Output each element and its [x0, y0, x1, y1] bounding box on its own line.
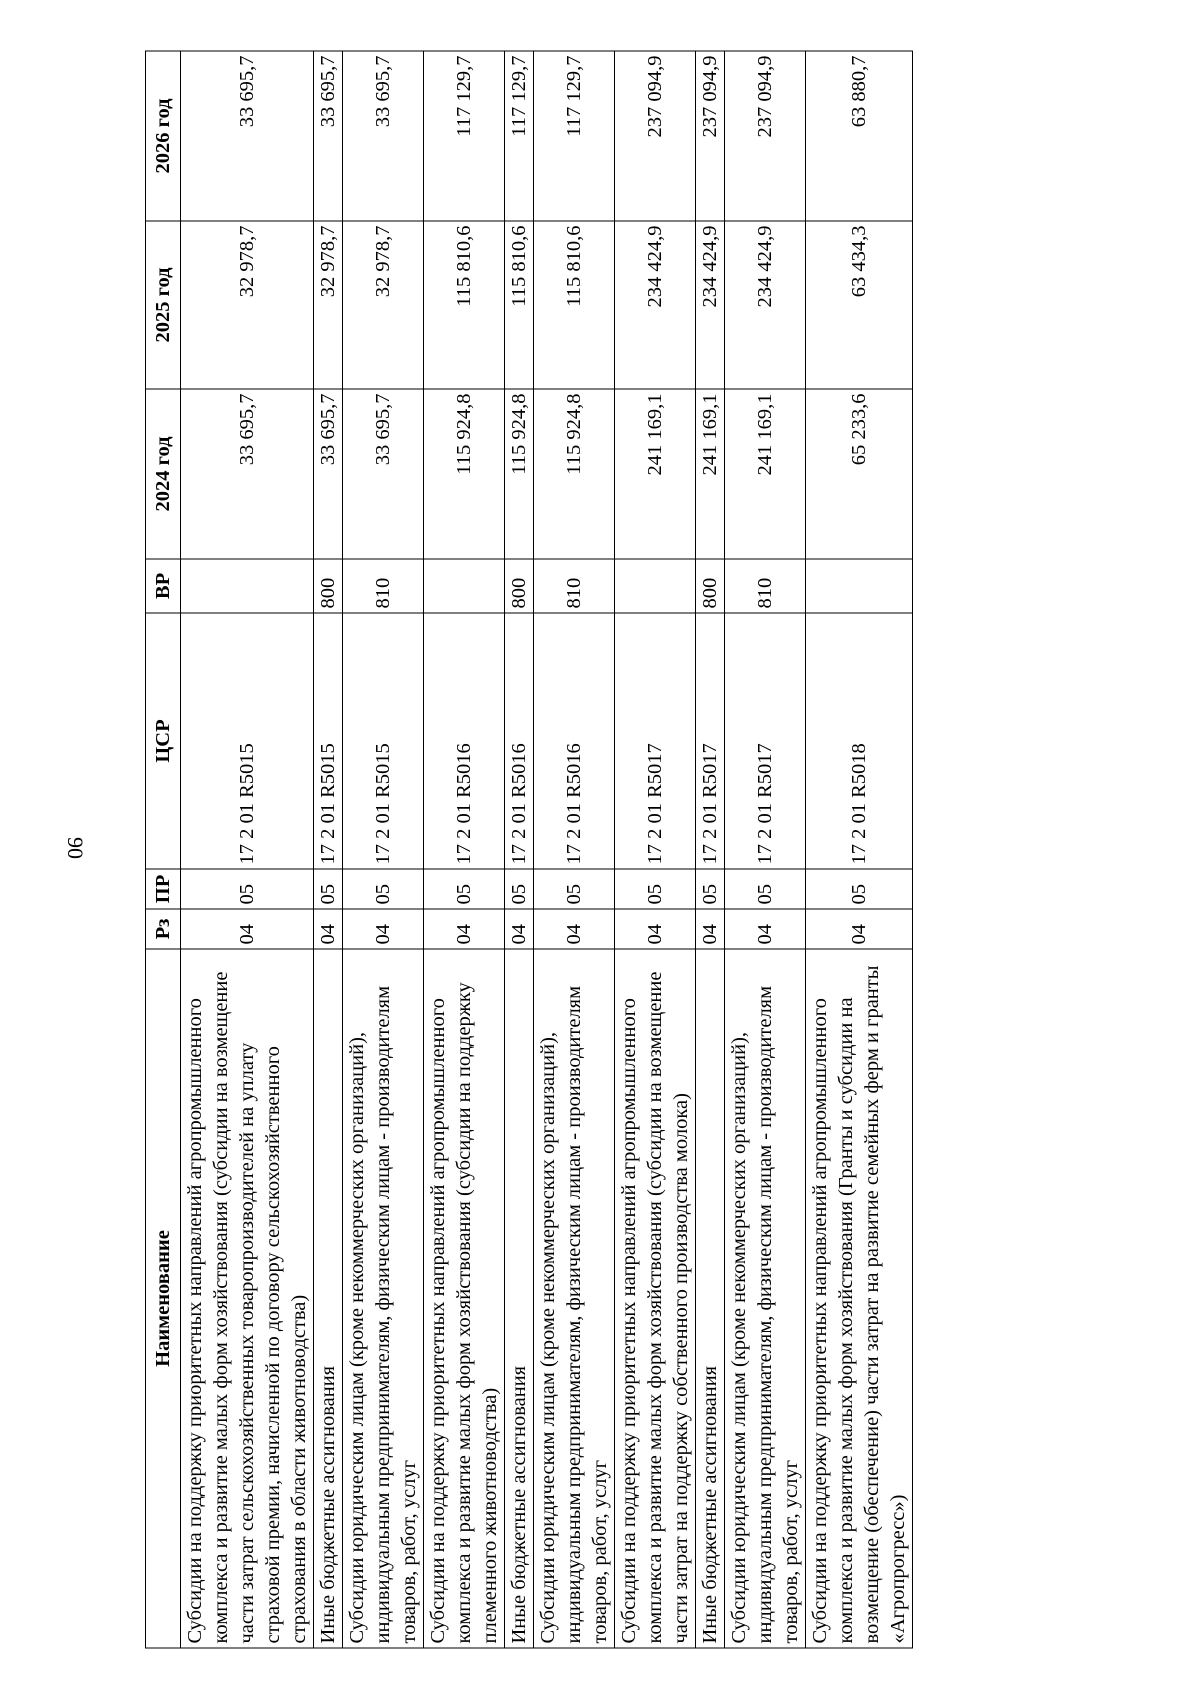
header-2025: 2025 год — [146, 221, 181, 389]
row-name: Субсидии юридическим лицам (кроме некоммерческих организаций), индивидуальным предпринимателям, физическим лицам - производителям товаров, работ, услуг — [343, 949, 424, 1648]
row-2025: 234 424,9 — [696, 221, 725, 389]
rotated-table-wrapper — [145, 52, 1055, 1649]
table-row — [505, 51, 534, 1648]
row-name: Субсидии на поддержку приоритетных направлений агропромышленного комплекса и развитие малых форм хозяйствования (субсидии на возмещение части затрат на поддержку собственного производства молока) — [615, 949, 696, 1648]
row-pr: 05 — [505, 869, 534, 909]
table-row — [534, 51, 615, 1648]
row-2024: 115 924,8 — [505, 389, 534, 559]
row-2025: 32 978,7 — [314, 221, 343, 389]
row-csr: 17 2 01 R5015 — [181, 613, 314, 869]
row-pr: 05 — [424, 869, 505, 909]
row-2024: 33 695,7 — [181, 389, 314, 559]
row-csr: 17 2 01 R5017 — [696, 613, 725, 869]
header-csr: ЦСР — [146, 613, 181, 869]
row-pr: 05 — [314, 869, 343, 909]
table-row — [696, 51, 725, 1648]
row-pr: 05 — [343, 869, 424, 909]
row-2026: 237 094,9 — [615, 51, 696, 221]
row-2025: 32 978,7 — [343, 221, 424, 389]
row-csr: 17 2 01 R5018 — [806, 613, 913, 869]
row-rz: 04 — [615, 909, 696, 949]
header-pr: ПР — [146, 869, 181, 909]
row-vr — [424, 559, 505, 613]
row-csr: 17 2 01 R5016 — [534, 613, 615, 869]
row-vr — [615, 559, 696, 613]
row-2026: 33 695,7 — [343, 51, 424, 221]
row-2024: 33 695,7 — [343, 389, 424, 559]
row-2026: 117 129,7 — [505, 51, 534, 221]
row-2024: 241 169,1 — [725, 389, 806, 559]
budget-table — [145, 51, 913, 1649]
row-2024: 241 169,1 — [696, 389, 725, 559]
row-rz: 04 — [534, 909, 615, 949]
row-csr: 17 2 01 R5017 — [615, 613, 696, 869]
row-rz: 04 — [424, 909, 505, 949]
row-2026: 63 880,7 — [806, 51, 913, 221]
table-row — [181, 51, 314, 1648]
header-vr: ВР — [146, 559, 181, 613]
table-row — [314, 51, 343, 1648]
table-row — [343, 51, 424, 1648]
row-pr: 05 — [615, 869, 696, 909]
row-rz: 04 — [181, 909, 314, 949]
row-vr: 800 — [314, 559, 343, 613]
row-name: Субсидии юридическим лицам (кроме некоммерческих организаций), индивидуальным предпринимателям, физическим лицам - производителям товаров, работ, услуг — [725, 949, 806, 1648]
row-vr — [181, 559, 314, 613]
row-2024: 33 695,7 — [314, 389, 343, 559]
row-rz: 04 — [725, 909, 806, 949]
row-2024: 241 169,1 — [615, 389, 696, 559]
row-pr: 05 — [725, 869, 806, 909]
table-row — [424, 51, 505, 1648]
header-rz: Рз — [146, 909, 181, 949]
row-vr: 810 — [534, 559, 615, 613]
row-2024: 115 924,8 — [534, 389, 615, 559]
row-2025: 115 810,6 — [424, 221, 505, 389]
row-2025: 234 424,9 — [725, 221, 806, 389]
row-name: Субсидии на поддержку приоритетных направлений агропромышленного комплекса и развитие малых форм хозяйствования (Гранты и субсидии на возмещение (обеспечение) части затрат на развитие семейных ферм и гранты «Агропрогресс») — [806, 949, 913, 1648]
row-2025: 234 424,9 — [615, 221, 696, 389]
row-2026: 237 094,9 — [696, 51, 725, 221]
row-vr: 800 — [505, 559, 534, 613]
row-rz: 04 — [806, 909, 913, 949]
table-row — [615, 51, 696, 1648]
row-pr: 05 — [534, 869, 615, 909]
row-rz: 04 — [505, 909, 534, 949]
header-2026: 2026 год — [146, 51, 181, 221]
row-pr: 05 — [181, 869, 314, 909]
row-2026: 237 094,9 — [725, 51, 806, 221]
row-2025: 115 810,6 — [505, 221, 534, 389]
row-rz: 04 — [696, 909, 725, 949]
header-name: Наименование — [146, 949, 181, 1648]
row-2024: 115 924,8 — [424, 389, 505, 559]
row-name: Субсидии на поддержку приоритетных направлений агропромышленного комплекса и развитие малых форм хозяйствования (субсидии на поддержку племенного животноводства) — [424, 949, 505, 1648]
row-csr: 17 2 01 R5016 — [505, 613, 534, 869]
row-vr: 810 — [725, 559, 806, 613]
row-2024: 65 233,6 — [806, 389, 913, 559]
row-csr: 17 2 01 R5016 — [424, 613, 505, 869]
row-vr: 800 — [696, 559, 725, 613]
row-2026: 33 695,7 — [314, 51, 343, 221]
row-2025: 63 434,3 — [806, 221, 913, 389]
row-csr: 17 2 01 R5017 — [725, 613, 806, 869]
row-name: Субсидии на поддержку приоритетных направлений агропромышленного комплекса и развитие малых форм хозяйствования (субсидии на возмещение части затрат сельскохозяйственных товаропроизводителей на уплату страховой премии, начисленной по договору сельскохозяйственного страхования в области животноводства) — [181, 949, 314, 1648]
row-csr: 17 2 01 R5015 — [343, 613, 424, 869]
row-2026: 33 695,7 — [181, 51, 314, 221]
row-name: Иные бюджетные ассигнования — [314, 949, 343, 1648]
table-header-row — [146, 51, 181, 1648]
row-rz: 04 — [314, 909, 343, 949]
row-pr: 05 — [806, 869, 913, 909]
row-2025: 32 978,7 — [181, 221, 314, 389]
row-name: Иные бюджетные ассигнования — [505, 949, 534, 1648]
row-vr — [806, 559, 913, 613]
row-csr: 17 2 01 R5015 — [314, 613, 343, 869]
header-2024: 2024 год — [146, 389, 181, 559]
row-rz: 04 — [343, 909, 424, 949]
page-number: 90 — [63, 837, 88, 859]
table-row — [725, 51, 806, 1648]
row-name: Субсидии юридическим лицам (кроме некоммерческих организаций), индивидуальным предпринимателям, физическим лицам - производителям товаров, работ, услуг — [534, 949, 615, 1648]
table-row — [806, 51, 913, 1648]
row-2026: 117 129,7 — [534, 51, 615, 221]
row-2026: 117 129,7 — [424, 51, 505, 221]
row-2025: 115 810,6 — [534, 221, 615, 389]
row-pr: 05 — [696, 869, 725, 909]
row-name: Иные бюджетные ассигнования — [696, 949, 725, 1648]
row-vr: 810 — [343, 559, 424, 613]
